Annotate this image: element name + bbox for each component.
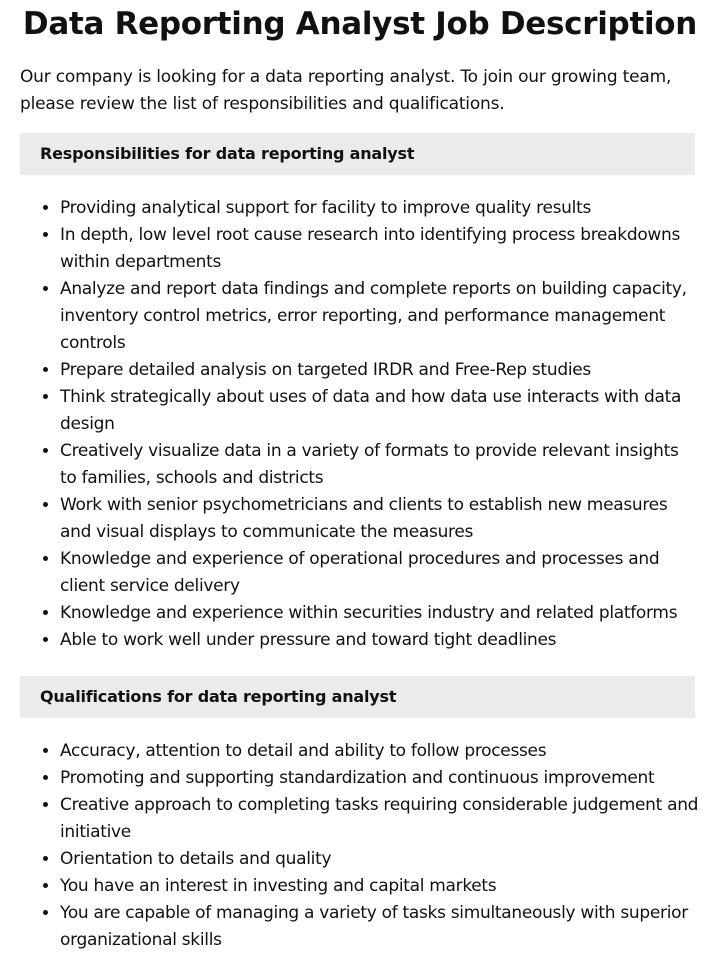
- list-item: • Creatively visualize data in a variety of formats to provide relevant insights to families, schools and districts: [60, 438, 700, 492]
- responsibilities-list: [20, 195, 700, 654]
- list-item: • Analyze and report data findings and complete reports on building capacity, inventory control metrics, error reporting, and performance management controls: [60, 276, 700, 357]
- list-item: • Providing analytical support for facility to improve quality results: [60, 195, 700, 222]
- list-item: • Knowledge and experience within securities industry and related platforms: [60, 600, 700, 627]
- list-item: • Promoting and supporting standardization and continuous improvement: [60, 765, 700, 792]
- list-item: • Work with senior psychometricians and clients to establish new measures and visual displays to communicate the measures: [60, 492, 700, 546]
- list-item: • Able to work well under pressure and toward tight deadlines: [60, 627, 700, 654]
- list-item: • Creative approach to completing tasks requiring considerable judgement and initiative: [60, 792, 700, 846]
- list-item: • Orientation to details and quality: [60, 846, 700, 873]
- qualifications-heading: Qualifications for data reporting analyst: [20, 676, 695, 718]
- list-item: • Think strategically about uses of data and how data use interacts with data design: [60, 384, 700, 438]
- list-item: • Knowledge and experience of operational procedures and processes and client service delivery: [60, 546, 700, 600]
- intro-text: Our company is looking for a data reporting analyst. To join our growing team, please review the list of responsibilities and qualifications.: [20, 67, 672, 114]
- list-item: • You have an interest in investing and capital markets: [60, 873, 700, 900]
- page-title: Data Reporting Analyst Job Description: [22, 6, 698, 42]
- qualifications-list: [20, 738, 700, 954]
- list-item: • Accuracy, attention to detail and ability to follow processes: [60, 738, 700, 765]
- list-item: • In depth, low level root cause research into identifying process breakdowns within departments: [60, 222, 700, 276]
- list-item: • Prepare detailed analysis on targeted IRDR and Free-Rep studies: [60, 357, 700, 384]
- responsibilities-heading: Responsibilities for data reporting analyst: [20, 133, 695, 175]
- list-item: • You are capable of managing a variety of tasks simultaneously with superior organizational skills: [60, 900, 700, 954]
